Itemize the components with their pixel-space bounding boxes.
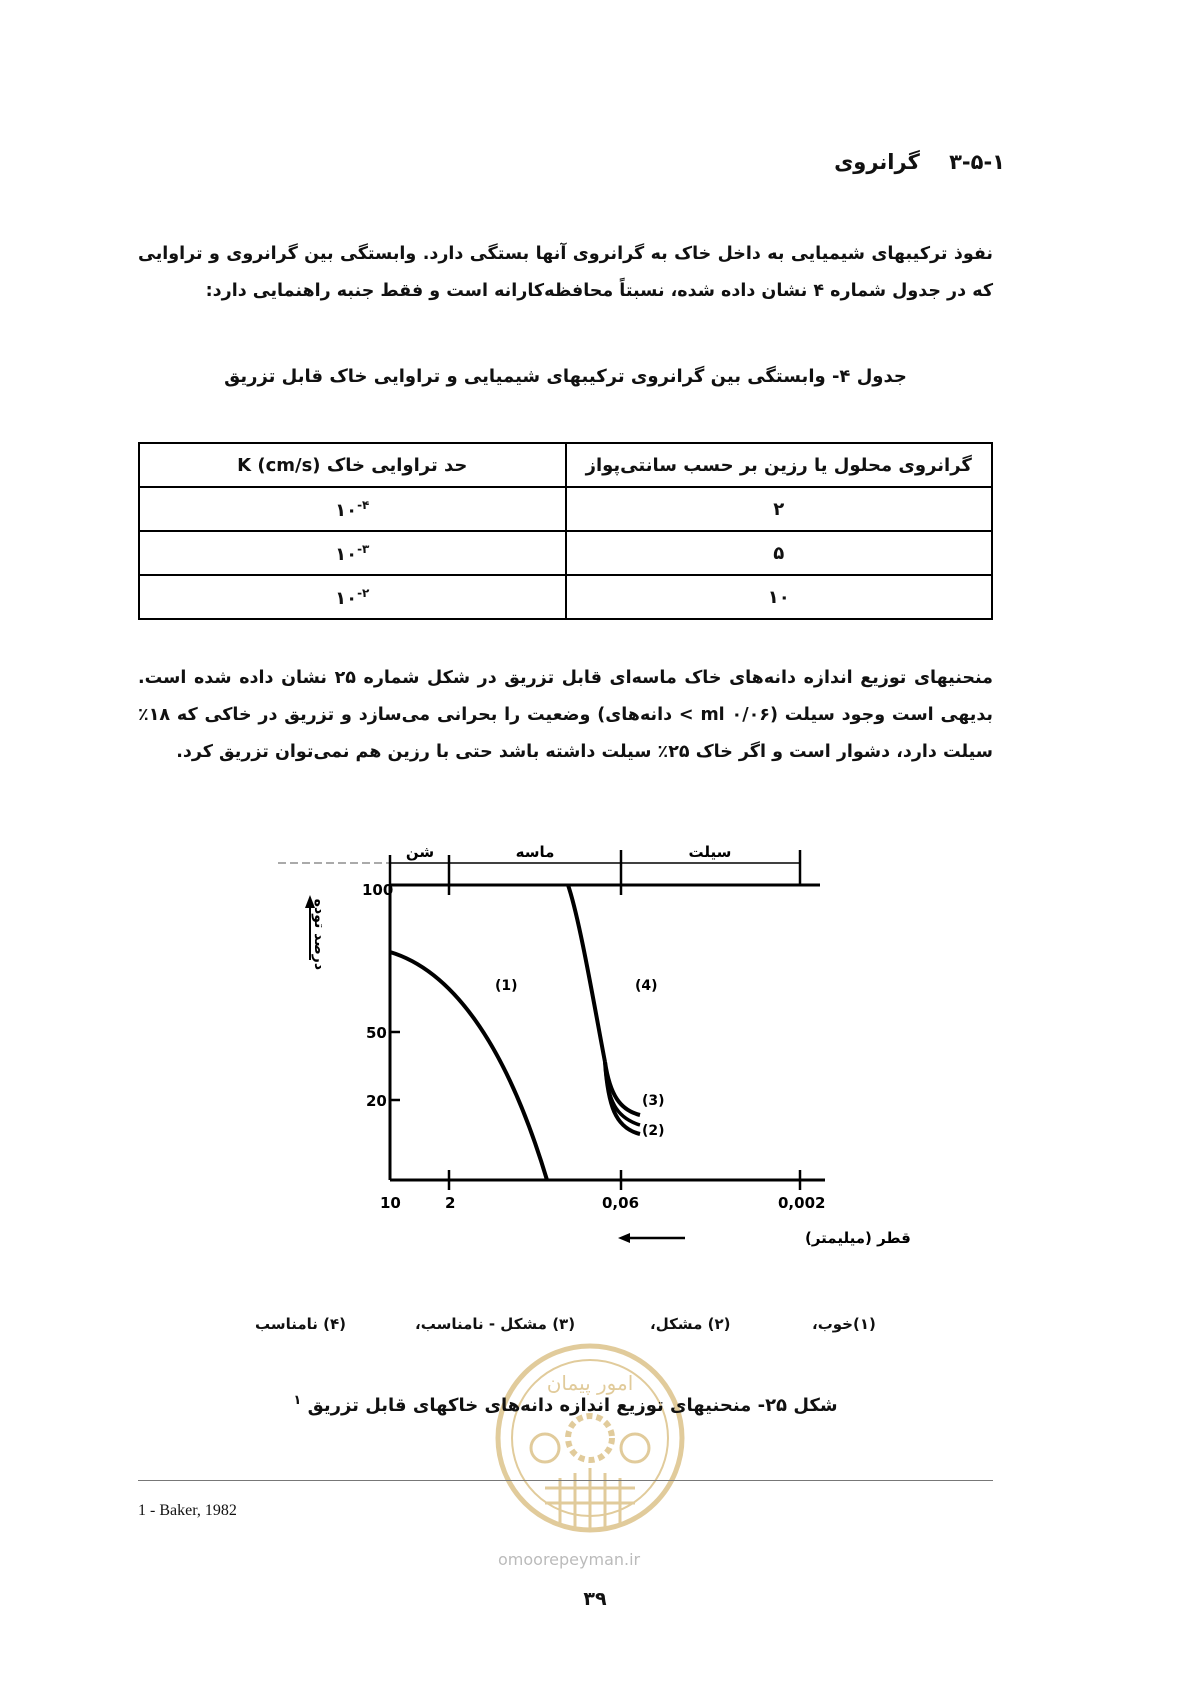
legend-item-unsuitable: (۴) نامناسب — [255, 1315, 347, 1333]
permeability-base: ۱۰ — [335, 543, 358, 565]
curve-1 — [390, 952, 547, 1180]
curve-label: (3) — [642, 1093, 665, 1109]
curve-label: (4) — [635, 978, 658, 994]
permeability-exponent: -۲ — [357, 585, 370, 600]
watermark-url: omoorepeyman.ir — [498, 1550, 641, 1569]
table-row — [139, 487, 992, 531]
section-title: گرانروی — [834, 150, 920, 174]
legend-item-difficult: (۲) مشکل، — [650, 1315, 731, 1333]
permeability-base: ۱۰ — [335, 499, 358, 521]
watermark-logo — [490, 1338, 690, 1538]
x-axis-arrowhead — [618, 1233, 630, 1243]
legend-item-good: (۱)خوب، — [812, 1315, 876, 1333]
table-cell-permeability — [139, 531, 566, 575]
watermark-text: امور پیمان — [546, 1371, 634, 1395]
y-tick-label: 50 — [366, 1024, 387, 1042]
table-cell-permeability — [139, 487, 566, 531]
zone-label: سیلت — [688, 843, 732, 861]
table-cell-permeability — [139, 575, 566, 619]
figure-caption — [138, 1393, 993, 1416]
section-number: ۳-۵-۱ — [949, 150, 1005, 174]
footnote: 1 - Baker, 1982 — [138, 1502, 237, 1519]
viscosity-permeability-table — [138, 442, 993, 620]
curve-mid — [605, 1062, 640, 1125]
curve-3 — [605, 1062, 640, 1115]
x-tick-label: 2 — [445, 1194, 456, 1212]
legend-item-difficult-unsuitable: (۳) مشکل - نامناسب، — [415, 1315, 576, 1333]
paragraph-intro: نفوذ ترکیبهای شیمیایی به داخل خاک به گرانروی آنها بستگی دارد. وابستگی بین گرانروی و تراوایی که در جدول شماره ۴ نشان داده شده، نسبتاً محافظه‌کارانه است و فقط جنبه راهنمایی دارد: — [138, 244, 993, 301]
table-cell-viscosity: ۵ — [566, 531, 993, 575]
permeability-exponent: -۳ — [357, 541, 370, 556]
x-tick-label: 0,002 — [778, 1194, 826, 1212]
figure-caption-text: شکل ۲۵- منحنیهای توزیع اندازه دانه‌های خاکهای قابل تزریق — [307, 1395, 838, 1416]
y-tick-label: 20 — [366, 1092, 387, 1110]
curve-label: (2) — [642, 1123, 665, 1139]
permeability-base: ۱۰ — [335, 587, 358, 609]
paragraph-grain-size: منحنیهای توزیع اندازه دانه‌های خاک ماسه‌ای قابل تزریق در شکل شماره ۲۵ نشان داده شده است. بدیهی است وجود سیلت (۰/۰۶ ml > دانه‌های) وضعیت را بحرانی می‌سازد و تزریق در خاکی که ۱۸٪ سیلت دارد، دشوار است و اگر خاک ۲۵٪ سیلت داشته باشد حتی با رزین هم نمی‌توان تزریق کرد. — [138, 668, 994, 762]
table-row — [139, 575, 992, 619]
curve-4 — [568, 885, 605, 1062]
footnote-separator — [138, 1480, 993, 1481]
table-caption: جدول ۴- وابستگی بین گرانروی ترکیبهای شیمیایی و تراوایی خاک قابل تزریق — [224, 366, 907, 387]
zone-label: شن — [405, 843, 435, 861]
table-cell-viscosity: ۲ — [566, 487, 993, 531]
y-tick-label: 100 — [362, 881, 394, 899]
y-axis-title: درصد توده — [311, 898, 327, 970]
x-axis-title: قطر (میلیمتر) — [805, 1229, 911, 1247]
table-header-permeability: حد تراوایی خاک K (cm/s) — [139, 443, 566, 487]
curve-label: (1) — [495, 978, 518, 994]
zone-label: ماسه — [515, 843, 555, 861]
permeability-exponent: -۴ — [357, 497, 370, 512]
section-heading — [834, 150, 1005, 174]
x-tick-label: 0,06 — [602, 1194, 640, 1212]
footnote-ref: ۱ — [293, 1393, 302, 1408]
page-number: ۳۹ — [583, 1588, 607, 1610]
table-cell-viscosity: ۱۰ — [566, 575, 993, 619]
table-header-viscosity: گرانروی محلول یا رزین بر حسب سانتی‌پواز — [566, 443, 993, 487]
table-row — [139, 531, 992, 575]
table-header-row — [139, 443, 992, 487]
x-tick-label: 10 — [380, 1194, 401, 1212]
grain-size-chart — [250, 840, 911, 1270]
